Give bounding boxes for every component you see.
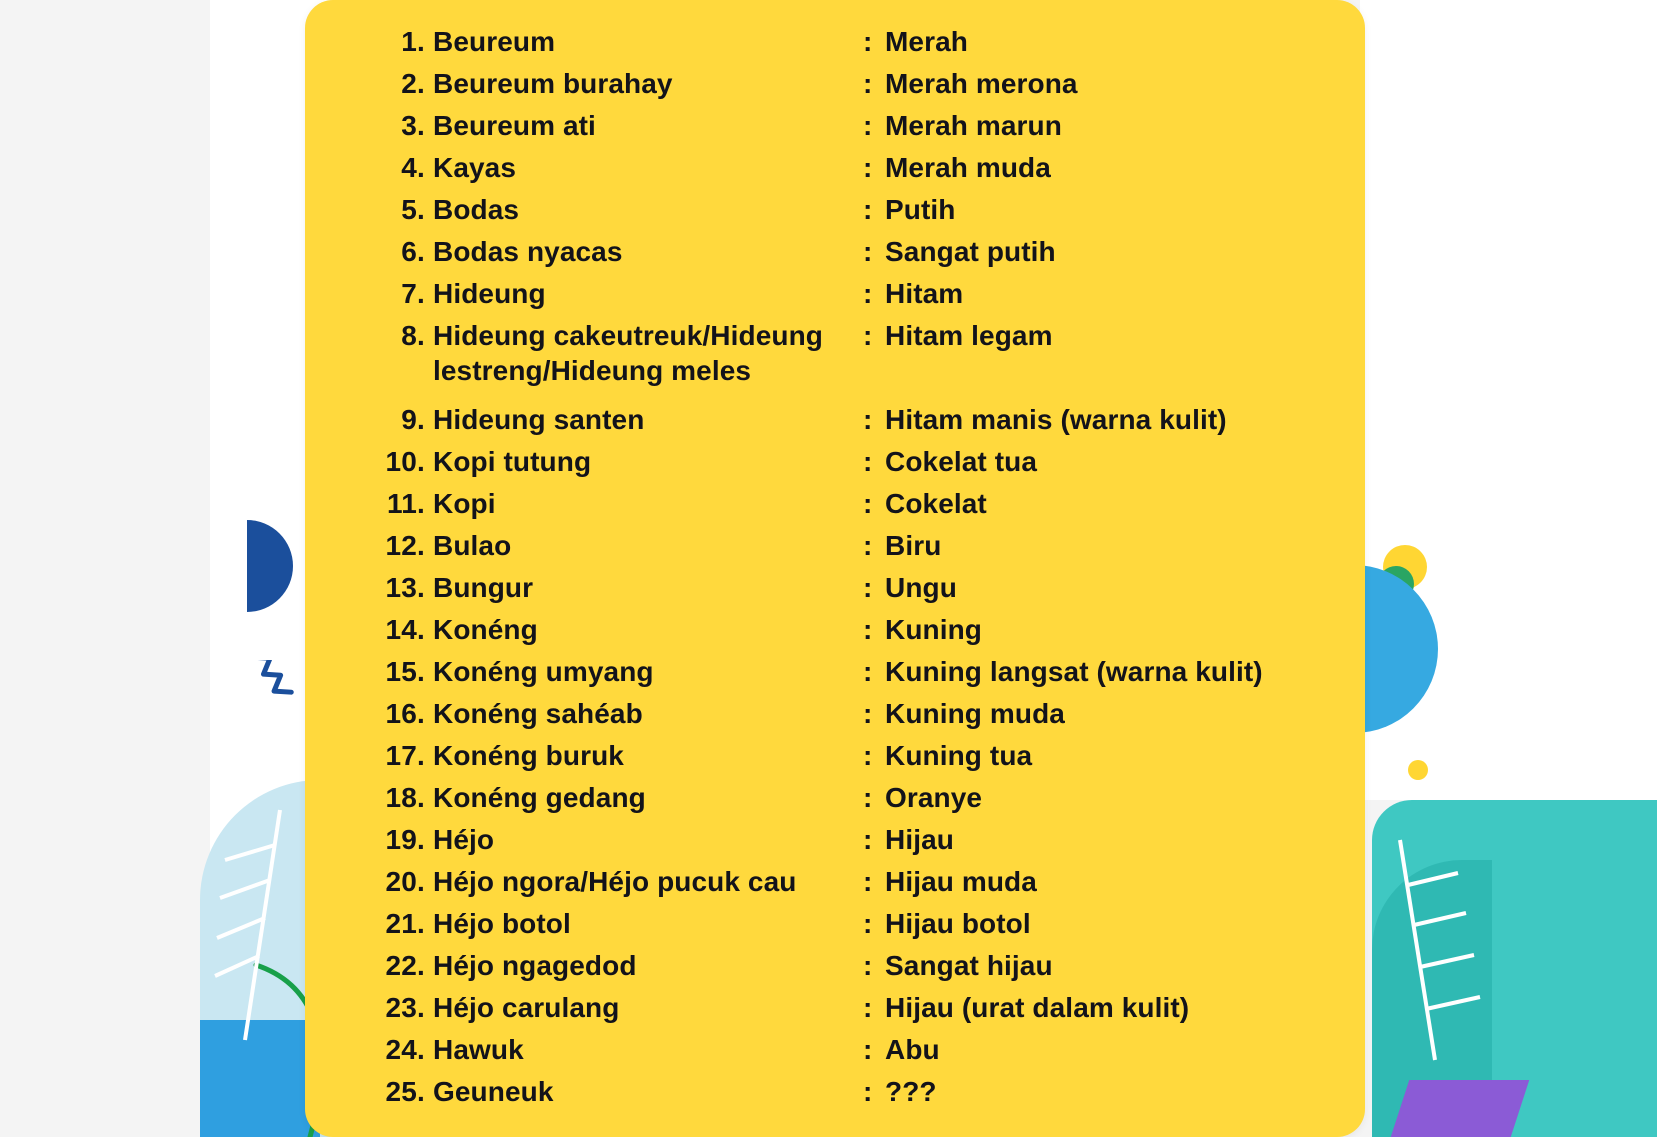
list-item-meaning: Cokelat tua xyxy=(885,446,1038,477)
list-item-number: 9. xyxy=(401,404,425,435)
list-item xyxy=(305,442,1365,484)
list-item-term: Konéng buruk xyxy=(433,740,624,771)
list-item-separator: : xyxy=(863,278,873,309)
list-item-separator: : xyxy=(863,572,873,603)
list-item-number: 2. xyxy=(401,68,425,99)
list-item-meaning: Oranye xyxy=(885,782,983,813)
list-item-term: Héjo carulang xyxy=(433,992,620,1023)
list-item xyxy=(305,904,1365,946)
list-item-term: Konéng gedang xyxy=(433,782,646,813)
list-item-number: 4. xyxy=(401,152,425,183)
list-item-meaning: Merah xyxy=(885,26,968,57)
list-item-separator: : xyxy=(863,194,873,225)
list-item-number: 15. xyxy=(385,656,425,687)
list-item-term: Kopi tutung xyxy=(433,446,592,477)
list-item-separator: : xyxy=(863,530,873,561)
list-item-term: Hideung santen xyxy=(433,404,645,435)
list-item-term: Héjo ngagedod xyxy=(433,950,637,981)
list-item-meaning: Kuning tua xyxy=(885,740,1033,771)
list-item-separator: : xyxy=(863,950,873,981)
list-item-term: Héjo ngora/Héjo pucuk cau xyxy=(433,866,797,897)
list-item-term: Bodas xyxy=(433,194,520,225)
list-item-term-line2: lestreng/Hideung meles xyxy=(433,354,752,386)
list-item-number: 25. xyxy=(385,1076,425,1107)
white-branch-icon xyxy=(1380,835,1500,1065)
list-item-meaning: Sangat putih xyxy=(885,236,1056,267)
list-item-meaning: Kuning muda xyxy=(885,698,1065,729)
list-item-number: 14. xyxy=(385,614,425,645)
list-item-number: 3. xyxy=(401,110,425,141)
list-item xyxy=(305,736,1365,778)
list-item xyxy=(305,400,1365,442)
list-item-meaning: Merah marun xyxy=(885,110,1062,141)
list-item xyxy=(305,862,1365,904)
list-item-separator: : xyxy=(863,446,873,477)
list-item xyxy=(305,1072,1365,1114)
list-item xyxy=(305,190,1365,232)
list-item xyxy=(305,988,1365,1030)
list-item xyxy=(305,484,1365,526)
list-item-meaning: Sangat hijau xyxy=(885,950,1053,981)
list-item-meaning: Hijau botol xyxy=(885,908,1031,939)
list-item-meaning: Kuning langsat (warna kulit) xyxy=(885,656,1263,687)
list-item-term: Bulao xyxy=(433,530,512,561)
list-item-term: Héjo xyxy=(433,824,495,855)
list-item-number: 17. xyxy=(385,740,425,771)
list-item-term: Bodas nyacas xyxy=(433,236,623,267)
list-item-term: Bungur xyxy=(433,572,534,603)
list-item-term: Kayas xyxy=(433,152,517,183)
list-item-term: Beureum xyxy=(433,26,556,57)
list-item-meaning: Cokelat xyxy=(885,488,987,519)
list-item-number: 20. xyxy=(385,866,425,897)
list-item-separator: : xyxy=(863,656,873,687)
list-item-term: Héjo botol xyxy=(433,908,571,939)
list-item-term: Geuneuk xyxy=(433,1076,554,1107)
list-item xyxy=(305,568,1365,610)
list-item-meaning: Hijau (urat dalam kulit) xyxy=(885,992,1190,1023)
list-item-separator: : xyxy=(863,320,873,351)
list-item-meaning: Abu xyxy=(885,1034,940,1065)
list-item-separator: : xyxy=(863,110,873,141)
vocabulary-card xyxy=(305,0,1365,1137)
list-item-meaning: Kuning xyxy=(885,614,983,645)
list-item-number: 13. xyxy=(385,572,425,603)
list-item-number: 1. xyxy=(401,26,425,57)
list-item xyxy=(305,526,1365,568)
list-item-separator: : xyxy=(863,782,873,813)
list-item-meaning: Hitam legam xyxy=(885,320,1053,351)
list-item-separator: : xyxy=(863,866,873,897)
list-item-separator: : xyxy=(863,824,873,855)
list-item-term: Kopi xyxy=(433,488,496,519)
list-item-separator: : xyxy=(863,1034,873,1065)
list-item xyxy=(305,820,1365,862)
list-item-meaning: Merah merona xyxy=(885,68,1078,99)
list-item xyxy=(305,694,1365,736)
list-item-term: Hawuk xyxy=(433,1034,524,1065)
list-item-separator: : xyxy=(863,404,873,435)
list-item-meaning: Hijau xyxy=(885,824,954,855)
list-item xyxy=(305,106,1365,148)
list-item xyxy=(305,1030,1365,1072)
list-item-separator: : xyxy=(863,1076,873,1107)
list-item-term: Konéng umyang xyxy=(433,656,654,687)
list-item-term: Konéng xyxy=(433,614,538,645)
list-item-number: 24. xyxy=(385,1034,425,1065)
color-vocabulary-list xyxy=(305,22,1365,1114)
list-item-number: 8. xyxy=(401,320,425,351)
list-item xyxy=(305,316,1365,400)
list-item-number: 16. xyxy=(385,698,425,729)
list-item-number: 5. xyxy=(401,194,425,225)
list-item xyxy=(305,778,1365,820)
list-item-meaning: Hitam xyxy=(885,278,964,309)
list-item-meaning: Putih xyxy=(885,194,956,225)
list-item-number: 22. xyxy=(385,950,425,981)
list-item-separator: : xyxy=(863,26,873,57)
list-item-meaning: ??? xyxy=(885,1076,937,1107)
list-item-meaning: Merah muda xyxy=(885,152,1051,183)
purple-shape xyxy=(1391,1080,1530,1137)
list-item xyxy=(305,610,1365,652)
small-yellow-dot-shape xyxy=(1408,760,1428,780)
list-item-meaning: Hijau muda xyxy=(885,866,1037,897)
list-item-meaning: Biru xyxy=(885,530,942,561)
list-item-number: 6. xyxy=(401,236,425,267)
list-item-number: 21. xyxy=(385,908,425,939)
zigzag-line-icon xyxy=(236,660,306,700)
list-item xyxy=(305,22,1365,64)
list-item xyxy=(305,946,1365,988)
list-item-term: Konéng sahéab xyxy=(433,698,643,729)
list-item-term: Beureum burahay xyxy=(433,68,673,99)
list-item-term: Beureum ati xyxy=(433,110,596,141)
list-item-number: 11. xyxy=(387,488,425,519)
list-item xyxy=(305,64,1365,106)
list-item-separator: : xyxy=(863,698,873,729)
list-item xyxy=(305,232,1365,274)
list-item-separator: : xyxy=(863,614,873,645)
list-item-number: 23. xyxy=(385,992,425,1023)
list-item-meaning: Ungu xyxy=(885,572,957,603)
list-item-number: 18. xyxy=(385,782,425,813)
list-item-separator: : xyxy=(863,488,873,519)
list-item-meaning: Hitam manis (warna kulit) xyxy=(885,404,1227,435)
list-item xyxy=(305,148,1365,190)
list-item-number: 7. xyxy=(401,278,425,309)
list-item-number: 10. xyxy=(385,446,425,477)
list-item-number: 19. xyxy=(385,824,425,855)
list-item-separator: : xyxy=(863,68,873,99)
list-item-separator: : xyxy=(863,740,873,771)
list-item-number: 12. xyxy=(385,530,425,561)
list-item-separator: : xyxy=(863,152,873,183)
list-item-separator: : xyxy=(863,236,873,267)
list-item-term: Hideung xyxy=(433,278,546,309)
list-item-separator: : xyxy=(863,908,873,939)
list-item xyxy=(305,652,1365,694)
list-item-term xyxy=(433,316,863,385)
list-item-separator: : xyxy=(863,992,873,1023)
list-item-term-line1: Hideung cakeutreuk/Hideung xyxy=(433,320,823,351)
list-item xyxy=(305,274,1365,316)
